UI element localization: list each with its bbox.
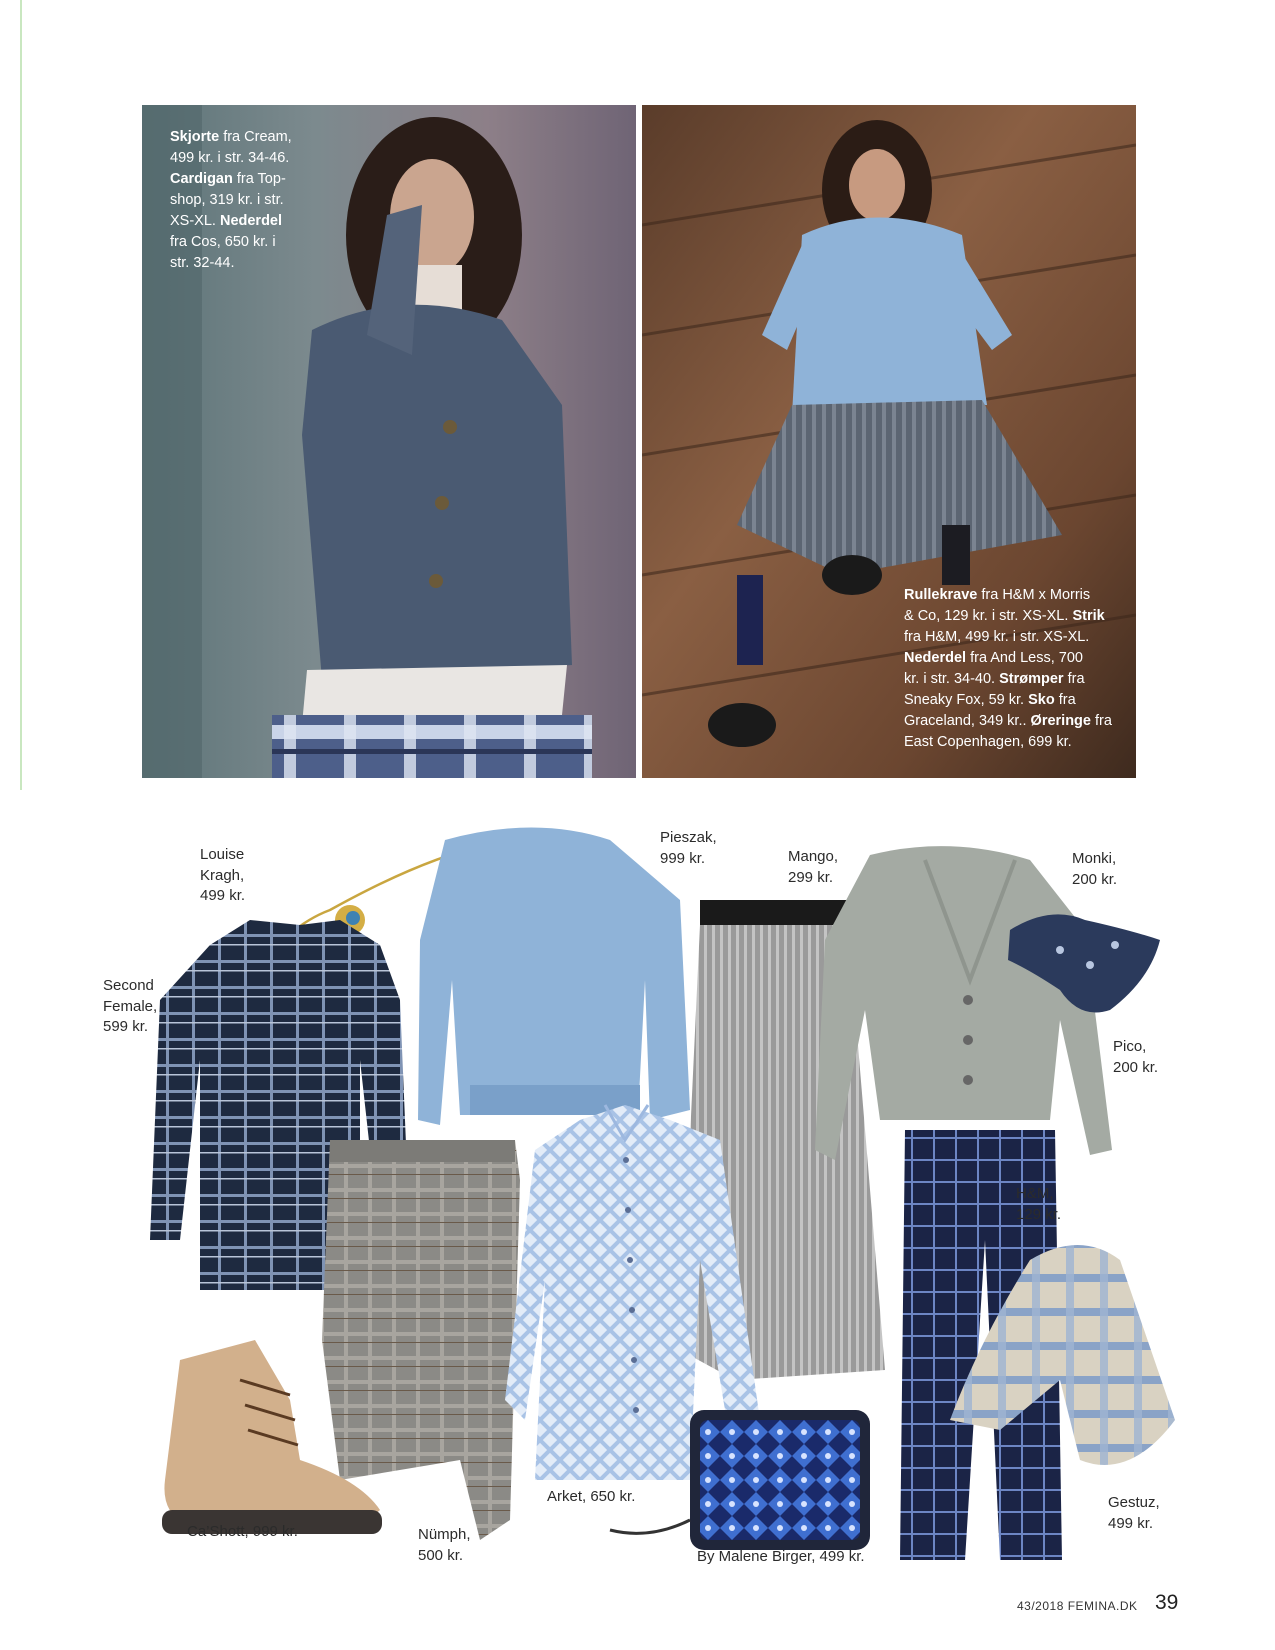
page-number: 39 — [1155, 1591, 1179, 1614]
photo-right — [642, 105, 1136, 778]
label-arket: Arket, 650 kr. — [547, 1488, 636, 1505]
label-cashott: Ca’Shott, 999 kr. — [187, 1523, 298, 1540]
label-pico: Pico, 200 kr. — [1113, 1038, 1159, 1076]
label-louise-kragh: Louise Kragh, 499 kr. — [200, 846, 246, 904]
label-pieszak: Pieszak, 999 kr. — [660, 829, 717, 867]
label-mango: Mango, 299 kr. — [788, 848, 839, 886]
label-malene-birger: By Malene Birger, 499 kr. — [697, 1548, 865, 1565]
label-monki: Monki, 200 kr. — [1072, 850, 1118, 888]
product-collage — [0, 820, 1275, 1600]
photo-right-caption: Rullekrave fra H&M x Morris & Co, 129 kr. i str. XS-XL. Strik fra H&M, 499 kr. i str. XS-XL. Nederdel fra And Less, 700 kr. i str. 34-40. Strømper fra Sneaky Fox, 59 kr. Sko fra Graceland, 349 kr.. Øreringe fra East Copenhagen, 699 kr. — [904, 587, 1112, 750]
label-gestuz: Gestuz, 499 kr. — [1108, 1494, 1160, 1532]
label-hm: H&M, 129 kr. — [1016, 1185, 1062, 1223]
photo-left — [142, 105, 636, 778]
page-edge-rule — [20, 0, 22, 790]
footer-issue: 43/2018 FEMINA.DK — [1017, 1599, 1138, 1613]
label-second-female: Second Female, 599 kr. — [103, 977, 158, 1035]
photo-left-caption: Skjorte fra Cream, 499 kr. i str. 34-46. Cardigan fra Top- shop, 319 kr. i str. XS-XL. Nederdel fra Cos, 650 kr. i str. 32-44. — [170, 129, 292, 271]
label-numph: Nümph, 500 kr. — [418, 1526, 471, 1564]
